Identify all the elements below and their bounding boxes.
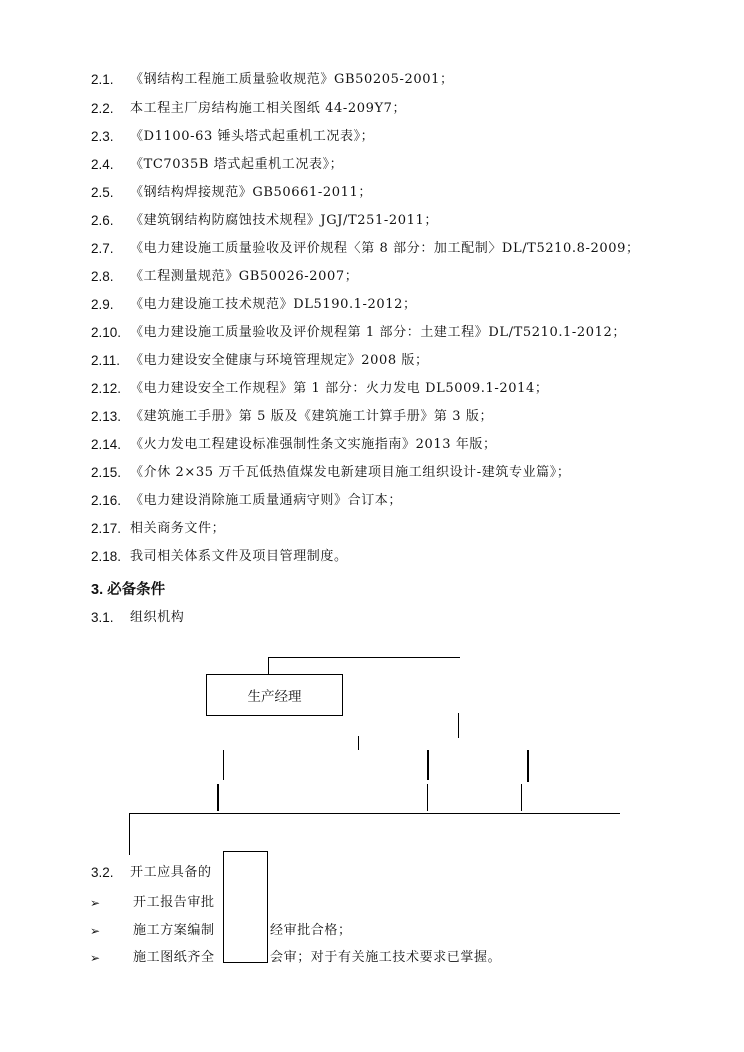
org-bottom-line [129,813,620,814]
reference-text: 《火力发电工程建设标准强制性条文实施指南》2013 年版； [130,437,497,452]
reference-text: 本工程主厂房结构施工相关图纸 44-209Y7； [130,101,407,116]
org-connector [458,713,459,738]
reference-number: 2.4. [91,157,114,172]
reference-text: 《TC7035B 塔式起重机工况表》； [130,157,344,172]
reference-text: 《电力建设施工质量验收及评价规程〈第 8 部分：加工配制〉DL/T5210.8-2009； [130,241,640,256]
org-connector [521,784,522,811]
subsection-title: 开工应具备的 [130,865,212,880]
arrow-bullet-icon: ➢ [90,896,101,910]
org-connector [527,750,529,782]
reference-text: 《电力建设施工质量验收及评价规程第 1 部分：土建工程》DL/T5210.1-2012； [130,325,627,340]
reference-number: 2.10. [91,325,122,340]
subsection-number: 3.1. [91,610,114,625]
reference-text: 《D1100-63 锤头塔式起重机工况表》； [130,129,375,144]
reference-text: 《介休 2×35 万千瓦低热值煤发电新建项目施工组织设计-建筑专业篇》； [130,465,571,480]
bullet-text: 施工图纸齐全 [133,950,215,965]
reference-text: 《建筑施工手册》第 5 版及《建筑施工计算手册》第 3 版； [130,409,494,424]
reference-number: 2.1. [91,72,114,87]
reference-number: 2.2. [91,101,114,116]
subsection-number: 3.2. [91,865,114,880]
org-connector [268,657,269,675]
org-box-production-manager [206,674,343,716]
reference-text: 《电力建设安全健康与环境管理规定》2008 版； [130,353,429,368]
reference-number: 2.3. [91,129,114,144]
reference-number: 2.7. [91,241,114,256]
bullet-text: 开工报告审批 [133,895,215,910]
reference-text: 《钢结构焊接规范》GB50661-2011； [130,185,372,200]
reference-text: 《电力建设施工技术规范》DL5190.1-2012； [130,297,417,312]
reference-number: 2.15. [91,465,122,480]
org-connector [129,813,130,855]
reference-text: 《电力建设消除施工质量通病守则》合订本； [130,493,403,508]
reference-number: 2.8. [91,269,114,284]
reference-text: 《电力建设安全工作规程》第 1 部分：火力发电 DL5009.1-2014； [130,381,549,396]
reference-text: 相关商务文件； [130,521,226,536]
section-heading: 3. 必备条件 [91,582,166,598]
org-connector [427,750,429,780]
reference-number: 2.9. [91,297,114,312]
org-connector [427,784,428,811]
org-connector [358,736,359,750]
bullet-text: 施工方案编制 [133,923,215,938]
reference-number: 2.6. [91,213,114,228]
org-box-label: 生产经理 [247,689,302,705]
reference-text: 《工程测量规范》GB50026-2007； [130,269,359,284]
reference-number: 2.18. [91,549,122,564]
reference-number: 2.16. [91,493,122,508]
reference-number: 2.17. [91,521,122,536]
reference-number: 2.11. [91,353,121,368]
org-connector [217,784,219,811]
subsection-title: 组织机构 [130,610,185,625]
org-lower-box-underline [223,962,268,963]
arrow-bullet-icon: ➢ [90,951,101,965]
reference-number: 2.12. [91,381,122,396]
org-connector [223,750,224,780]
reference-number: 2.13. [91,409,122,424]
reference-text: 我司相关体系文件及项目管理制度。 [130,549,348,564]
reference-text: 《钢结构工程施工质量验收规范》GB50205-2001； [130,72,454,87]
org-lower-box [223,851,268,963]
bullet-text-continued: 会审；对于有关施工技术要求已掌握。 [270,950,502,965]
reference-number: 2.14. [91,437,122,452]
arrow-bullet-icon: ➢ [90,924,101,938]
reference-number: 2.5. [91,185,114,200]
org-top-line [268,657,460,658]
bullet-text-continued: 经审批合格； [270,923,352,938]
reference-text: 《建筑钢结构防腐蚀技术规程》JGJ/T251-2011； [130,213,438,228]
